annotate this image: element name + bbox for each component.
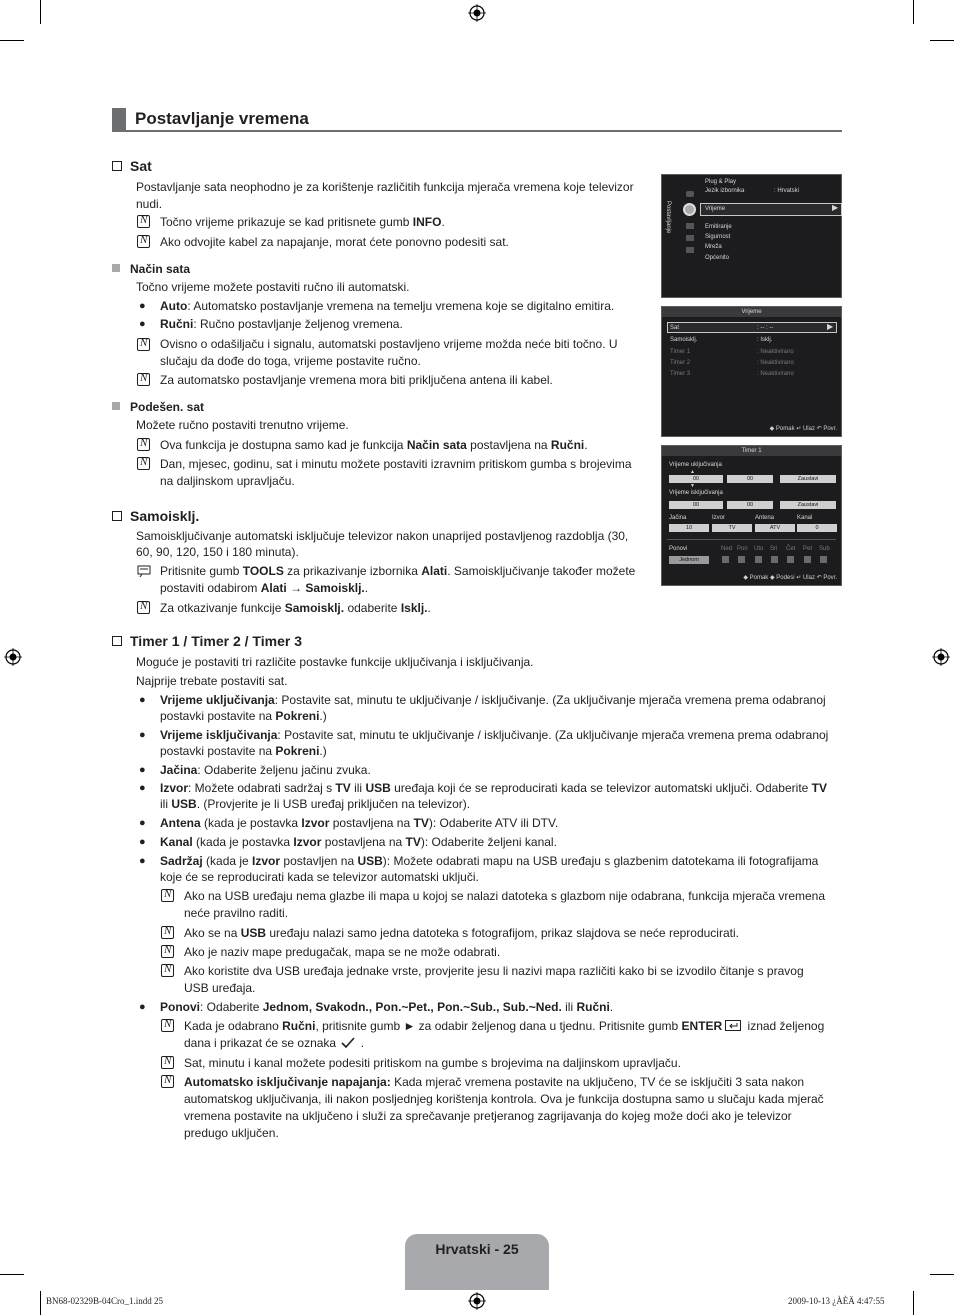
timer-note-6: Sat, minutu i kanal možete podesiti pritiskom na gumbe s brojevima na daljinskom upravljaču. xyxy=(184,1056,681,1070)
note-icon xyxy=(161,1075,174,1088)
slug-file: BN68-02329B-04Cro_1.indd 25 xyxy=(46,1296,163,1306)
crop-mark xyxy=(40,0,41,24)
osd-day-pon: Pon xyxy=(737,546,748,552)
osd-day-checkbox[interactable] xyxy=(820,556,827,563)
timer-note-4-line-1: Ako koristite dva USB uređaja jednake vrste, provjerite jesu li nazivi mapa različiti kako bi se izvodilo čitanje s pravog xyxy=(184,964,804,978)
timer-note-4-line-2: USB uređaja. xyxy=(184,981,256,995)
timer-intro-2: Najprije trebate postaviti sat. xyxy=(136,674,288,688)
timer-sadrzaj-2: koje će se reproducirati kada se televizor automatski uključi. xyxy=(160,870,479,884)
timer-note-1-line-1: Ako na USB uređaju nema glazbe ili mapa u kojoj se nalazi datoteka s glazbom nije odabrana, funkcija mjerača vremena xyxy=(184,889,826,903)
crop-mark xyxy=(40,1291,41,1315)
osd-row-timer2[interactable]: Timer 2 xyxy=(670,360,691,366)
osd-jacina-value[interactable]: 10 xyxy=(669,524,709,532)
podesen-note-1: Ova funkcija je dostupna samo kad je funkcija Način sata postavljena na Ručni. xyxy=(160,438,588,452)
crop-mark xyxy=(0,40,24,41)
page-title: Postavljanje vremena xyxy=(135,109,309,128)
osd-title: Timer 1 xyxy=(662,446,841,456)
crop-mark xyxy=(930,40,954,41)
osd-item-vrijeme[interactable]: Vrijeme xyxy=(705,206,726,212)
bullet-icon: ● xyxy=(139,694,146,706)
osd-item-sigurnost[interactable]: Sigurnost xyxy=(705,234,731,240)
osd-on-state[interactable]: Zaustavi xyxy=(780,475,836,483)
crop-mark xyxy=(0,1274,24,1275)
timer-note-5-line-1: Kada je odabrano Ručni, pritisnite gumb ► za odabir željenog dana u tjednu. Pritisnite gumb ENTER iznad željenog xyxy=(184,1019,825,1033)
bullet-icon: ● xyxy=(139,782,146,794)
osd-day-checkbox[interactable] xyxy=(804,556,811,563)
note-icon xyxy=(137,235,150,248)
nacin-note-2: Za automatsko postavljanje vremena mora biti priključena antena ili kabel. xyxy=(160,373,553,387)
crop-mark xyxy=(913,1291,914,1315)
enter-icon xyxy=(725,1020,741,1031)
note-icon xyxy=(161,1056,174,1069)
osd-day-checkbox[interactable] xyxy=(722,556,729,563)
timer-note-7-line-4: predugo uključen. xyxy=(184,1126,279,1140)
osd-setup-menu xyxy=(661,174,842,298)
podesen-note-2-line-2: na daljinskom upravljaču. xyxy=(160,474,295,488)
arrow-right-icon: ▶ xyxy=(832,203,839,212)
arrow-right-icon: ▶ xyxy=(827,322,834,331)
osd-title: Vrijeme xyxy=(662,307,841,317)
note-icon xyxy=(137,601,150,614)
osd-label-ponovi: Ponovi xyxy=(669,546,688,552)
registration-mark-icon xyxy=(932,648,950,666)
osd-row-timer2-value: : Neaktivirano xyxy=(757,360,794,366)
timer-kanal: Kanal (kada je postavka Izvor postavljena na TV): Odaberite željeni kanal. xyxy=(160,835,557,849)
registration-mark-icon xyxy=(468,4,486,22)
samoisklj-note: Za otkazivanje funkcije Samoisklj. odaberite Isklj.. xyxy=(160,601,431,615)
slug-date: 2009-10-13 ¿ÀÈÄ 4:47:55 xyxy=(788,1296,885,1306)
osd-day-cet: Čet xyxy=(786,546,796,552)
note-icon xyxy=(137,215,150,228)
osd-row-sat[interactable]: Sat xyxy=(670,325,680,331)
osd-footer-hints: ◆ Pomak ◆ Podesi ↵ Ulaz ↶ Povr. xyxy=(743,575,837,581)
samoisklj-tools-line-1: Pritisnite gumb TOOLS za prikazivanje izbornika Alati. Samoisključivanje također možete xyxy=(160,564,636,578)
note-icon xyxy=(161,926,174,939)
osd-item-jezik[interactable]: Jezik izbornika xyxy=(705,188,745,194)
bullet-icon: ● xyxy=(139,300,146,312)
arrow-up-icon: ▲ xyxy=(690,469,695,475)
subheading-podesen-sat: Podešen. sat xyxy=(136,399,204,415)
osd-row-sat-value: : -- : -- xyxy=(757,325,774,331)
crop-mark xyxy=(913,0,914,24)
nacin-intro: Točno vrijeme možete postaviti ručno ili automatski. xyxy=(136,280,410,294)
osd-off-state[interactable]: Zaustavi xyxy=(780,501,836,509)
timer-note-3: Ako je naziv mape predugačak, mapa se ne može odabrati. xyxy=(184,945,501,959)
bullet-icon: ● xyxy=(139,1001,146,1013)
podesen-intro: Možete ručno postaviti trenutno vrijeme. xyxy=(136,418,349,432)
timer-antena: Antena (kada je postavka Izvor postavljena na TV): Odaberite ATV ili DTV. xyxy=(160,816,559,830)
osd-selected-row[interactable] xyxy=(667,322,837,333)
timer-izvor-2: ili USB. (Provjerite je li USB uređaj priključen na televizor). xyxy=(160,797,471,811)
note-icon xyxy=(137,457,150,470)
arrow-down-icon: ▼ xyxy=(690,483,695,489)
osd-divider xyxy=(667,539,836,540)
podesen-note-2-line-1: Dan, mjesec, godinu, sat i minutu možete postaviti izravnim pritiskom gumba s brojevima xyxy=(160,457,632,471)
note-icon xyxy=(161,964,174,977)
osd-vrijeme-menu xyxy=(661,306,842,437)
sat-note-1: Točno vrijeme prikazuje se kad pritisnete gumb INFO. xyxy=(160,215,445,229)
osd-kanal-value[interactable]: 0 xyxy=(797,524,837,532)
subheading-nacin-sata: Način sata xyxy=(136,261,190,277)
bullet-icon: ● xyxy=(139,318,146,330)
sat-note-2: Ako odvojite kabel za napajanje, morat ćete ponovno podesiti sat. xyxy=(160,235,509,249)
note-icon xyxy=(161,945,174,958)
osd-day-uto: Uto xyxy=(754,546,764,552)
section-heading-samoisklj: Samoisklj. xyxy=(112,507,199,525)
osd-antena-value[interactable]: ATV xyxy=(755,524,795,532)
bullet-icon: ● xyxy=(139,764,146,776)
osd-day-pet: Pet xyxy=(803,546,813,552)
checkbox-bullet-icon xyxy=(112,511,122,521)
nacin-note-1-line-2: slučaju da dođe do toga, vrijeme postavite ručno. xyxy=(160,354,421,368)
timer-note-7-line-3: vremena postavite na uključeno i služi za sprečavanje pretjeranog zagrijavanja do kojeg može doći ako je televizor xyxy=(184,1109,792,1123)
section-heading-sat: Sat xyxy=(112,157,152,175)
osd-side-label: Postavljanje xyxy=(665,201,671,234)
osd-row-samoisklj-value: : Isklj. xyxy=(757,337,773,343)
nacin-note-1-line-1: Ovisno o odašiljaču i signalu, automatski postavljeno vrijeme možda neće biti točno. U xyxy=(160,337,618,351)
note-icon xyxy=(137,338,150,351)
osd-izvor-value[interactable]: TV xyxy=(712,524,752,532)
osd-day-ned: Ned xyxy=(721,546,733,552)
bullet-icon: ● xyxy=(139,855,146,867)
registration-mark-icon xyxy=(468,1292,486,1310)
crop-mark xyxy=(930,1274,954,1275)
osd-row-timer3[interactable]: Timer 3 xyxy=(670,371,691,377)
timer-vrijeme-iskljucivanja: Vrijeme isključivanja: Postavite sat, minutu te uključivanje / isključivanje. (Za uključivanje mjerača vremena prema odabranoj xyxy=(160,728,829,742)
square-bullet-icon xyxy=(112,402,120,410)
osd-item-mreza[interactable]: Mreža xyxy=(705,244,722,250)
osd-day-sri: Sri xyxy=(770,546,778,552)
checkbox-bullet-icon xyxy=(112,161,122,171)
osd-item-jezik-value: : Hrvatski xyxy=(774,188,800,194)
timer-jacina: Jačina: Odaberite željenu jačinu zvuka. xyxy=(160,763,371,777)
osd-day-checkbox[interactable] xyxy=(755,556,762,563)
osd-row-timer1-value: : Neaktivirano xyxy=(757,349,794,355)
timer-note-1-line-2: neće pravilno raditi. xyxy=(184,906,289,920)
timer-note-5-line-2: dana i prikazat će se oznaka . xyxy=(184,1036,365,1050)
timer-ponovi: Ponovi: Odaberite Jednom, Svakodn., Pon.~Pet., Pon.~Sub., Sub.~Ned. ili Ručni. xyxy=(160,1000,614,1014)
osd-off-hour[interactable]: 00 xyxy=(669,501,723,509)
osd-row-timer3-value: : Neaktivirano xyxy=(757,371,794,377)
page-number: Hrvatski - 25 xyxy=(435,1241,519,1257)
note-icon xyxy=(137,373,150,386)
timer-sadrzaj: Sadržaj (kada je Izvor postavljen na USB): Možete odabrati mapu na USB uređaju s glazbenim datotekama ili fotografijama xyxy=(160,854,819,868)
samoisklj-intro-line-2: 60, 90, 120, 150 i 180 minuta). xyxy=(136,545,299,559)
osd-day-checkbox[interactable] xyxy=(787,556,794,563)
osd-footer-hints: ◆ Pomak ↵ Ulaz ↶ Povr. xyxy=(769,426,837,432)
checkmark-icon xyxy=(341,1037,355,1048)
timer-vrijeme-ukljucivanja: Vrijeme uključivanja: Postavite sat, minutu te uključivanje / isključivanje. (Za uključivanje mjerača vremena prema odabranoj xyxy=(160,693,826,707)
osd-item-plug-play[interactable]: Plug & Play xyxy=(705,179,737,185)
osd-on-hour[interactable]: 00 xyxy=(669,475,723,483)
bullet-icon: ● xyxy=(139,729,146,741)
osd-label-kanal: Kanal xyxy=(797,515,813,521)
osd-row-timer1[interactable]: Timer 1 xyxy=(670,349,691,355)
osd-day-checkbox[interactable] xyxy=(738,556,745,563)
bullet-icon: ● xyxy=(139,817,146,829)
timer-intro-1: Moguće je postaviti tri različite postavke funkcije uključivanja i isključivanja. xyxy=(136,655,534,669)
timer-note-2: Ako se na USB uređaju nalazi samo jedna datoteka s fotografijom, prikaz slajdova se neće reproducirati. xyxy=(184,926,739,940)
timer-vrijeme-ukljucivanja-2: postavki postavite na Pokreni.) xyxy=(160,709,327,723)
timer-note-7-line-1: Automatsko isključivanje napajanja: Kada mjerač vremena postavite na uključeno, TV će se isključiti 3 sata nakon xyxy=(184,1075,805,1089)
osd-day-sub: Sub xyxy=(819,546,830,552)
osd-label-antena: Antena xyxy=(755,515,775,521)
osd-item-opcenito[interactable]: Općenito xyxy=(705,255,730,261)
tools-icon xyxy=(137,565,151,577)
osd-timer1-menu xyxy=(661,445,842,586)
samoisklj-intro-line-1: Samoisključivanje automatski isključuje televizor nakon unaprijed postavljenog razdoblja (30, xyxy=(136,529,629,543)
osd-row-samoisklj[interactable]: Samoisklj. xyxy=(670,337,698,343)
osd-off-minute[interactable]: 00 xyxy=(727,501,773,509)
timer-note-7-line-2: automatskog uključivanja, ili nakon posljednjeg korištenja kontrola. Ova je funkcija dostupna samo u slučaju kada mjerač xyxy=(184,1092,824,1106)
nacin-rucni: Ručni: Ručno postavljanje željenog vremena. xyxy=(160,317,403,331)
title-accent-bar xyxy=(112,108,126,130)
square-bullet-icon xyxy=(112,264,120,272)
osd-category-icons xyxy=(682,189,698,259)
nacin-auto: Auto: Automatsko postavljanje vremena na temelju vremena koje se digitalno emitira. xyxy=(160,299,615,313)
checkbox-bullet-icon xyxy=(112,636,122,646)
note-icon xyxy=(137,438,150,451)
osd-on-minute[interactable]: 00 xyxy=(727,475,773,483)
title-rule xyxy=(112,130,842,132)
note-icon xyxy=(161,889,174,902)
osd-off-label: Vrijeme isključivanja xyxy=(669,490,723,496)
registration-mark-icon xyxy=(4,648,22,666)
osd-day-checkbox[interactable] xyxy=(771,556,778,563)
bullet-icon: ● xyxy=(139,836,146,848)
sat-intro: Postavljanje sata neophodno je za korištenje različitih funkcija mjerača vremena koje televizor nudi. xyxy=(136,180,634,211)
timer-izvor: Izvor: Možete odabrati sadržaj s TV ili USB uređaja koji će se reproducirati kada se televizor automatski uključi. Odaberite TV xyxy=(160,781,827,795)
note-icon xyxy=(161,1019,174,1032)
timer-vrijeme-iskljucivanja-2: postavki postavite na Pokreni.) xyxy=(160,744,327,758)
osd-ponovi-value[interactable]: Jednom xyxy=(669,556,709,564)
osd-label-izvor: Izvor xyxy=(712,515,726,521)
osd-on-label: Vrijeme uključivanja xyxy=(669,462,722,468)
osd-item-emitiranje[interactable]: Emitiranje xyxy=(705,224,732,230)
osd-label-jacina: Jačina xyxy=(669,515,687,521)
samoisklj-tools-line-2: postaviti odabirom Alati → Samoisklj.. xyxy=(160,581,369,595)
section-heading-timer: Timer 1 / Timer 2 / Timer 3 xyxy=(112,632,302,650)
